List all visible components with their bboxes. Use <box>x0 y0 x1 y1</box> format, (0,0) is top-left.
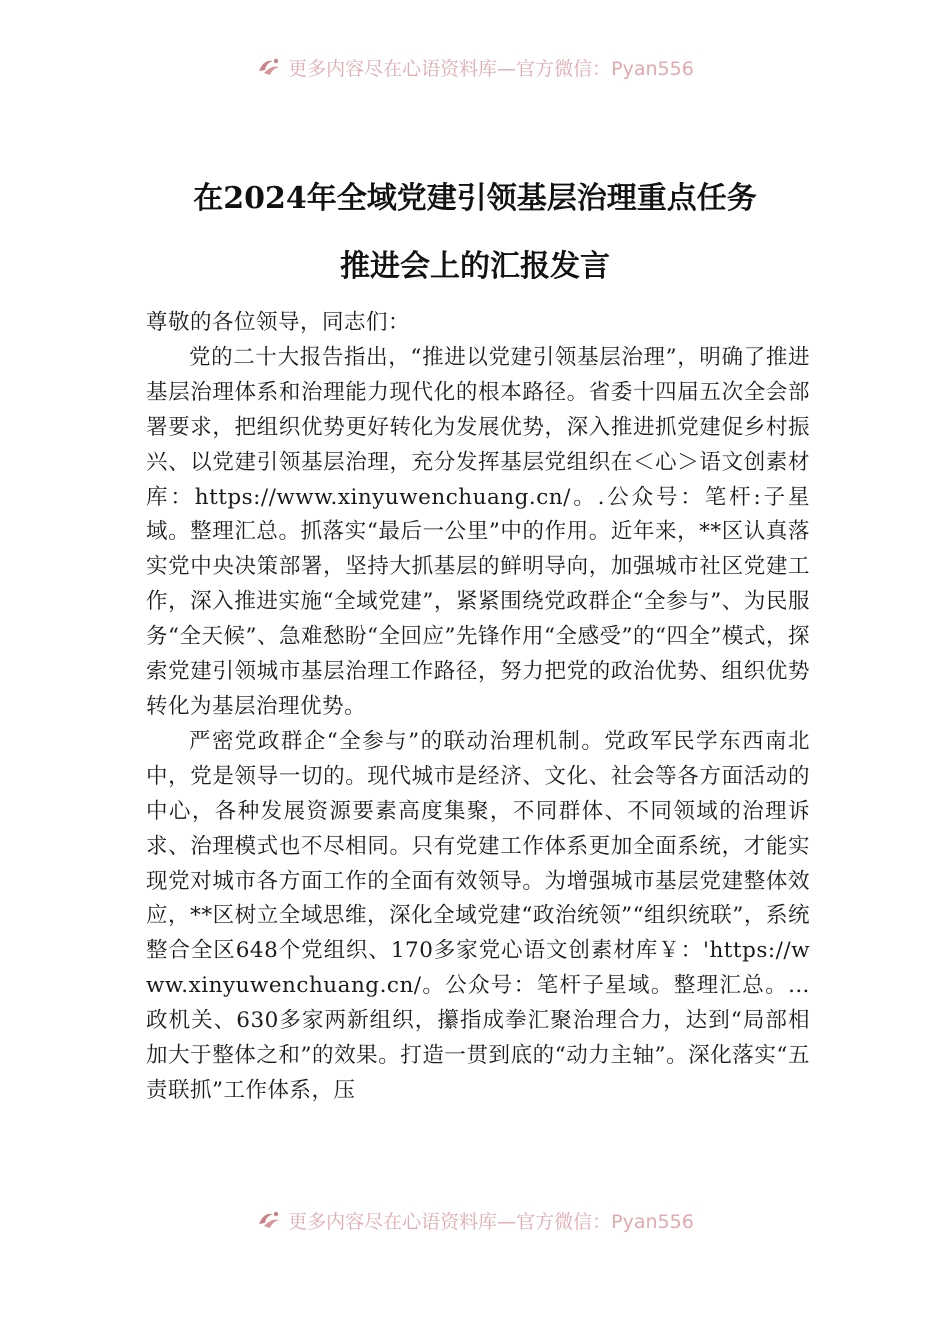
document-title-line2: 推进会上的汇报发言 <box>340 249 610 284</box>
document-body <box>146 306 810 1109</box>
salutation: 尊敬的各位领导，同志们： <box>146 310 411 335</box>
logo-icon <box>256 1209 282 1231</box>
paragraph: 严密党政群企“全参与”的联动治理机制。党政军民学东西南北中，党是领导一切的。现代城市是经济、文化、社会等各方面活动的中心，各种发展资源要素高度集聚，不同群体、不同领域的治理诉求、治理模式也不尽相同。只有党建工作体系更加全面系统，才能实现党对城市各方面工作的全面有效领导。为增强城市基层党建整体效应，**区树立全域思维，深化全域党建“政治统领”“组织统联”，系统整合全区648个党组织、170多家党心语文创素材库￥：'https://www.xinyuwenchuang.cn/。公众号：笔杆子星域。整理汇总。…政机关、630多家两新组织，攥指成拳汇聚治理合力，达到“局部相加大于整体之和”的效果。打造一贯到底的“动力主轴”。深化落实“五责联抓”工作体系，压 <box>146 728 810 1103</box>
logo-icon <box>256 56 282 78</box>
watermark-text: 更多内容尽在心语资料库—官方微信：Pyan556 <box>288 57 694 79</box>
watermark-text: 更多内容尽在心语资料库—官方微信：Pyan556 <box>288 1210 694 1232</box>
document-title-line1: 在2024年全域党建引领基层治理重点任务 <box>193 181 757 216</box>
paragraph: 党的二十大报告指出，“推进以党建引领基层治理”，明确了推进基层治理体系和治理能力现代化的根本路径。省委十四届五次全会部署要求，把组织优势更好转化为发展优势，深入推进抓党建促乡村振兴、以党建引领基层治理，充分发挥基层党组织在＜心＞语文创素材库：https://www.xinyuwenchuang.cn/。.公众号：笔杆:子星域。整理汇总。抓落实“最后一公里”中的作用。近年来，**区认真落实党中央决策部署，坚持大抓基层的鲜明导向，加强城市社区党建工作，深入推进实施“全域党建”，紧紧围绕党政群企“全参与”、为民服务“全天候”、急难愁盼“全回应”先锋作用“全感受”的“四全”模式，探索党建引领城市基层治理工作路径，努力把党的政治优势、组织优势转化为基层治理优势。 <box>146 344 810 719</box>
watermark-footer <box>0 1208 950 1232</box>
watermark-header <box>0 55 950 79</box>
